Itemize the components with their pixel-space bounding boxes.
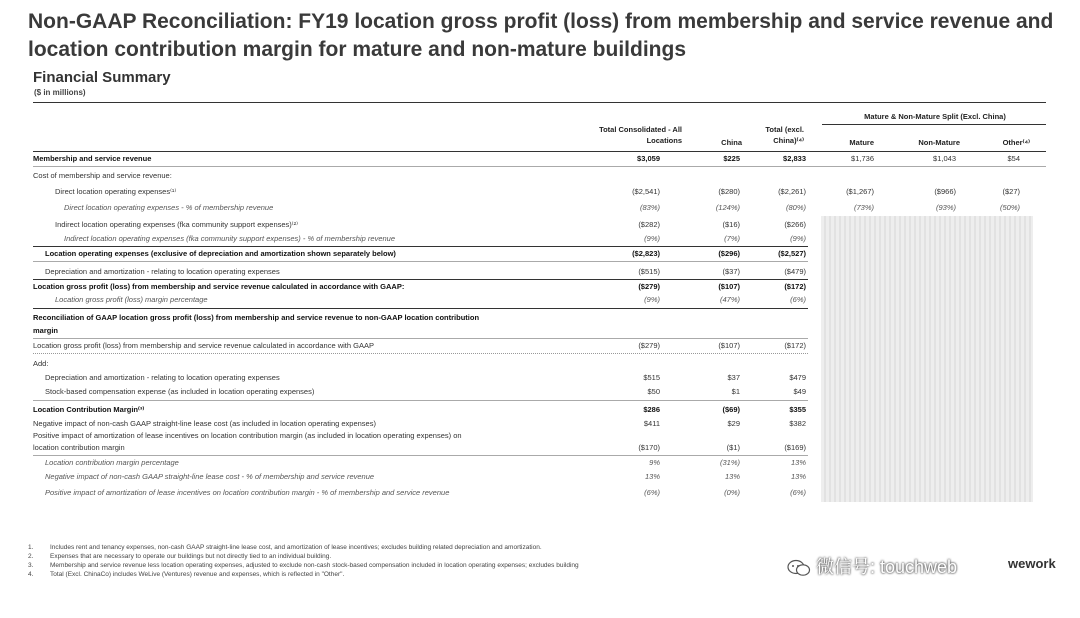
redacted-split-area [821,216,1033,502]
row-rule [33,261,808,262]
page-title: Non-GAAP Reconciliation: FY19 location gross profit (loss) from membership and service revenue and location contribution margin for mature and non-mature buildings [28,10,1054,61]
table-cell: ($1,267) [846,187,874,196]
table-row: Positive impact of amortization of lease incentives on location contribution margin (as included in location operating expenses) on [33,431,462,440]
section-subtitle: Financial Summary [33,69,171,86]
wework-logo: wework [1008,556,1056,571]
footnote: 3. Membership and service revenue less location operating expenses, adjusted to exclude non-cash stock-based compensation included in location operating expenses; excludes building [28,562,579,569]
table-cell: (93%) [935,203,956,212]
col-header-total: Total Consolidated - All Locations [599,125,682,145]
table-row: Positive impact of amortization of lease incentives on location contribution margin - % of membership and service revenue (6%) (0%) (6%) [45,488,806,497]
col-header-excl-china: Total (excl. China)⁽⁴⁾ [765,125,804,145]
table-row: Negative impact of non-cash GAAP straight-line lease cost (as included in location operating expenses) $411 $29 $382 [33,419,806,428]
table-row: location contribution margin ($170) ($1) ($169) [33,443,806,452]
table-cell: (50%) [999,203,1020,212]
table-row: Cost of membership and service revenue: [33,171,172,180]
col-header-china: China [721,138,742,147]
table-row: Location gross profit (loss) from membership and service revenue calculated in accordance with GAAP ($279) ($107) ($172) [33,341,806,350]
table-row: Depreciation and amortization - relating to location operating expenses ($515) ($37) ($479) [45,267,806,276]
unit-note: ($ in millions) [34,88,86,97]
table-row: Location gross profit (loss) from membership and service revenue calculated in accordance with GAAP: ($279) ($107) ($172) [33,282,806,291]
footnote: 4. Total (Excl. ChinaCo) includes WeLive (Ventures) revenue and expenses, which is reflected in "Other". [28,571,345,578]
row-rule [33,166,1046,167]
split-header: Mature & Non-Mature Split (Excl. China) [864,112,1006,121]
row-rule [33,353,808,354]
table-row: Membership and service revenue $3,059 $225 $2,833 [33,154,806,163]
col-header-mature: Mature [849,138,874,147]
split-header-rule [822,124,1046,125]
row-rule [33,308,808,309]
wechat-icon [787,559,811,577]
table-row: Direct location operating expenses - % of membership revenue (83%) (124%) (80%) [64,203,806,212]
table-row: Add: [33,359,49,368]
table-row: Direct location operating expenses⁽¹⁾ ($2,541) ($280) ($2,261) [55,187,806,196]
table-cell: $1,736 [851,154,874,163]
col-header-nonmature: Non-Mature [918,138,960,147]
table-cell: (73%) [853,203,874,212]
footnote: 1. Includes rent and tenancy expenses, non-cash GAAP straight-line lease cost, and amortization of lease incentives; excludes building related depreciation and amortization. [28,544,542,551]
table-row: Location gross profit (loss) margin percentage (9%) (47%) (6%) [55,295,806,304]
table-cell: ($27) [1002,187,1020,196]
table-cell: $1,043 [933,154,956,163]
table-row: Stock-based compensation expense (as included in location operating expenses) $50 $1 $49 [45,387,806,396]
table-row: Depreciation and amortization - relating to location operating expenses $515 $37 $479 [45,373,806,382]
table-row: Location operating expenses (exclusive of depreciation and amortization shown separately below) ($2,823) ($296) ($2,527) [45,249,806,258]
table-row: margin [33,326,59,335]
table-row: Location contribution margin percentage 9% (31%) 13% [45,458,806,467]
top-rule [33,102,1046,103]
table-row: Indirect location operating expenses (fka community support expenses)⁽²⁾ ($282) ($16) ($266) [55,220,806,229]
table-row: Reconciliation of GAAP location gross profit (loss) from membership and service revenue to non-GAAP location contribution [33,313,480,322]
row-rule [33,400,808,401]
table-cell: $54 [1007,154,1020,163]
table-row: Negative impact of non-cash GAAP straight-line lease cost - % of membership and service revenue 13% 13% 13% [45,472,806,481]
footnote: 2. Expenses that are necessary to operate our buildings but not directly tied to an individual building. [28,553,332,560]
table-row: Location Contribution Margin⁽³⁾ $286 ($69) $355 [33,405,806,414]
table-cell: ($966) [934,187,956,196]
table-row: Indirect location operating expenses (fka community support expenses) - % of membership revenue (9%) (7%) (9%) [64,234,806,243]
wechat-watermark: 微信号: touchweb [787,553,957,579]
col-header-other: Other⁽⁴⁾ [1002,138,1030,147]
